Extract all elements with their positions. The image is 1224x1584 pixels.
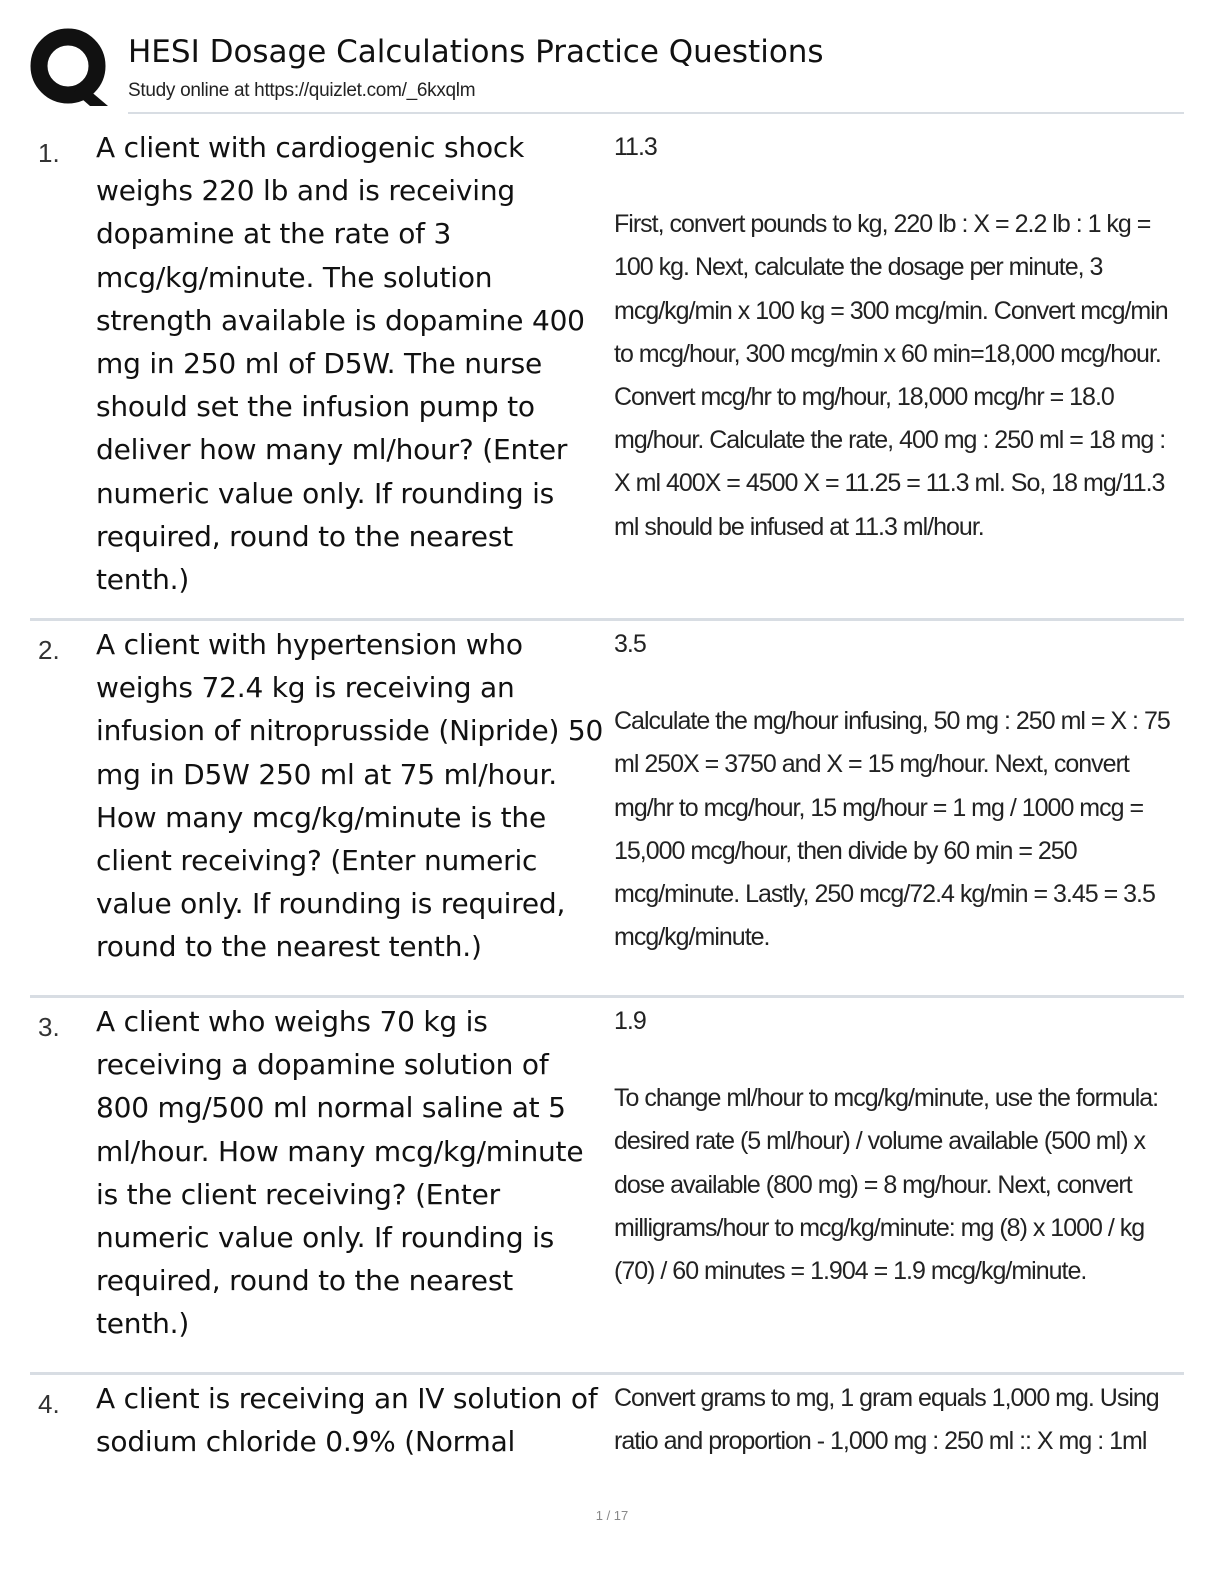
card-number: 1. <box>38 138 60 168</box>
header-divider <box>128 112 1184 114</box>
card-question: A client with hypertension who weighs 72.4 kg is receiving an infusion of nitroprusside (Nipride) 50 mg in D5W 250 ml at 75 ml/hour. How many mcg/kg/minute is the client receiving? (Enter numeric value only. If rounding is required, round to the nearest tenth.) <box>96 628 604 964</box>
card-question: A client who weighs 70 kg is receiving a dopamine solution of 800 mg/500 ml normal saline at 5 ml/hour. How many mcg/kg/minute is the client receiving? (Enter numeric value only. If rounding is required, round to the nearest tenth.) <box>96 1005 584 1341</box>
card-number: 2. <box>38 635 60 665</box>
card-answer: 11.3 <box>614 133 657 161</box>
card-answer-block <box>614 1377 1184 1463</box>
card-answer-block <box>614 623 1184 959</box>
card-answer: 1.9 <box>614 1007 646 1035</box>
card-number: 4. <box>38 1389 60 1419</box>
flashcard-row <box>30 124 1184 621</box>
flashcard-row <box>30 1375 1184 1475</box>
study-link[interactable]: Study online at https://quizlet.com/_6kxqlm <box>128 80 476 101</box>
flashcard-row <box>30 998 1184 1375</box>
quizlet-q-logo-icon <box>30 28 110 108</box>
card-answer: 3.5 <box>614 630 646 658</box>
card-explanation: Convert grams to mg, 1 gram equals 1,000 mg. Using ratio and proportion - 1,000 mg : 250 ml :: X mg : 1ml <box>614 1384 1159 1456</box>
card-question: A client is receiving an IV solution of sodium chloride 0.9% (Normal <box>96 1382 598 1459</box>
card-explanation: Calculate the mg/hour infusing, 50 mg : 250 ml = X : 75 ml 250X = 3750 and X = 15 mg/hour. Next, convert mg/hr to mcg/hour, 15 mg/hour = 1 mg / 1000 mcg = 15,000 mcg/hour, then divide by 60 min = 250 mcg/minute. Lastly, 250 mcg/72.4 kg/min = 3.45 = 3.5 mcg/kg/minute. <box>614 707 1170 952</box>
page-indicator: 1 / 17 <box>595 1508 629 1523</box>
card-explanation: First, convert pounds to kg, 220 lb : X = 2.2 lb : 1 kg = 100 kg. Next, calculate the dosage per minute, 3 mcg/kg/min x 100 kg = 300 mcg/min. Convert mcg/min to mcg/hour, 300 mcg/min x 60 min=18,000 mcg/hour. Convert mcg/hr to mg/hour, 18,000 mcg/hr = 18.0 mg/hour. Calculate the rate, 400 mg : 250 ml = 18 mg : X ml 400X = 4500 X = 11.25 = 11.3 ml. So, 18 mg/11.3 ml should be infused at 11.3 ml/hour. <box>614 210 1168 541</box>
card-number: 3. <box>38 1012 60 1042</box>
page-header <box>30 28 1184 114</box>
page-title: HESI Dosage Calculations Practice Questions <box>128 34 824 70</box>
card-answer-block <box>614 1000 1184 1293</box>
card-question: A client with cardiogenic shock weighs 220 lb and is receiving dopamine at the rate of 3 mcg/kg/minute. The solution strength available is dopamine 400 mg in 250 ml of D5W. The nurse should set the infusion pump to deliver how many ml/hour? (Enter numeric value only. If rounding is required, round to the nearest tenth.) <box>96 131 585 597</box>
flashcard-list <box>30 124 1184 1475</box>
card-explanation: To change ml/hour to mcg/kg/minute, use the formula: desired rate (5 ml/hour) / volume available (500 ml) x dose available (800 mg) = 8 mg/hour. Next, convert milligrams/hour to mcg/kg/minute: mg (8) x 1000 / kg (70) / 60 minutes = 1.904 = 1.9 mcg/kg/minute. <box>614 1084 1159 1285</box>
card-answer-block <box>614 126 1184 549</box>
flashcard-row <box>30 621 1184 998</box>
